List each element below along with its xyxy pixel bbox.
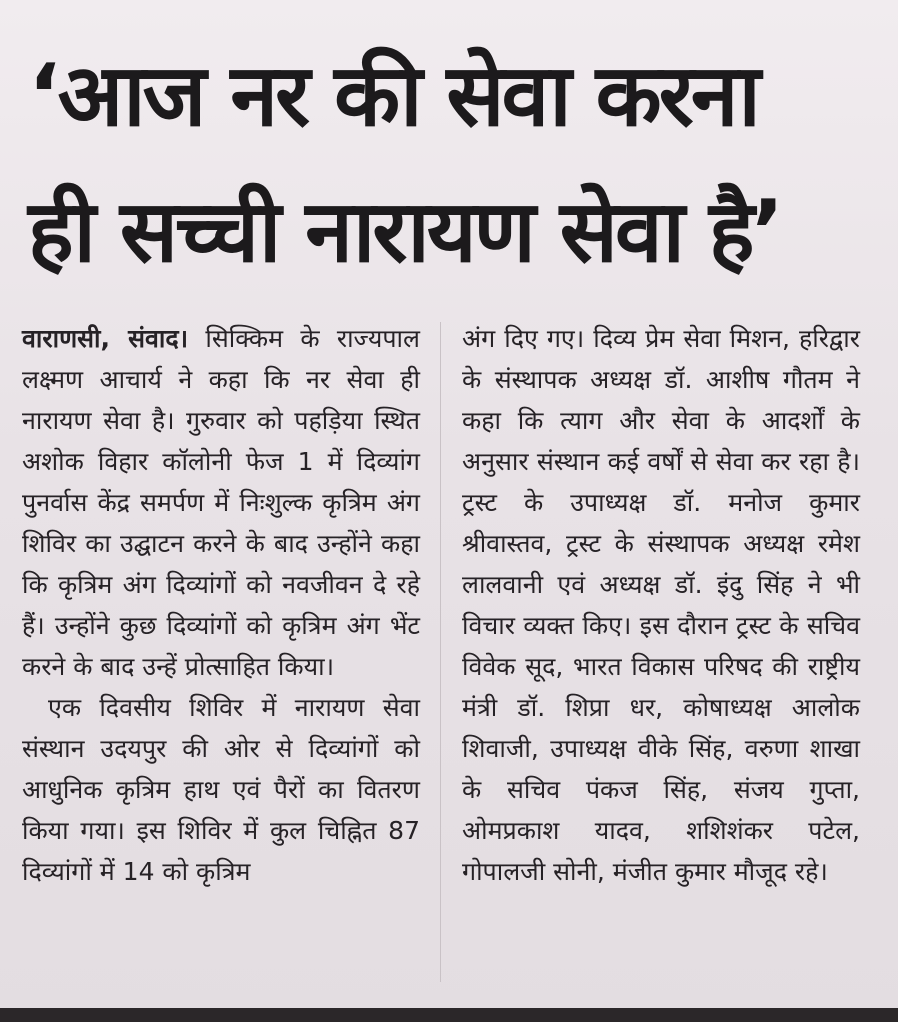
article-paragraph-3: अंग दिए गए। दिव्य प्रेम सेवा मिशन, हरिद्वार के संस्थापक अध्यक्ष डॉ. आशीष गौतम ने कहा कि त्याग और सेवा के आदर्शों के अनुसार संस्थान कई वर्षों से सेवा कर रहा है। ट्रस्ट के उपाध्यक्ष डॉ. मनोज कुमार श्रीवास्तव, ट्रस्ट के संस्थापक अध्यक्ष रमेश लालवानी एवं अध्यक्ष डॉ. इंदु सिंह ने भी विचार व्यक्त किए। इस दौरान ट्रस्ट के सचिव विवेक सूद, भारत विकास परिषद की राष्ट्रीय मंत्री डॉ. शिप्रा धर, कोषाध्यक्ष आलोक शिवाजी, उपाध्यक्ष वीके सिंह, वरुणा शाखा के सचिव पंकज सिंह, संजय गुप्ता, ओमप्रकाश यादव, शशिशंकर पटेल, गोपालजी सोनी, मंजीत कुमार मौजूद रहे। — [462, 324, 860, 886]
article-column-left — [22, 318, 420, 892]
article-paragraph-1-text: सिक्किम के राज्यपाल लक्ष्मण आचार्य ने कहा कि नर सेवा ही नारायण सेवा है। गुरुवार को पहड़िया स्थित अशोक विहार कॉलोनी फेज 1 में दिव्यांग पुनर्वास केंद्र समर्पण में निःशुल्क कृत्रिम अंग शिविर का उद्घाटन करने के बाद उन्होंने कहा कि कृत्रिम अंग दिव्यांगों को नवजीवन दे रहे हैं। उन्होंने कुछ दिव्यांगों को कृत्रिम अंग भेंट करने के बाद उन्हें प्रोत्साहित किया। — [22, 324, 420, 681]
headline — [28, 28, 878, 300]
article-paragraph-2: एक दिवसीय शिविर में नारायण सेवा संस्थान उदयपुर की ओर से दिव्यांगों को आधुनिक कृत्रिम हाथ एवं पैरों का वितरण किया गया। इस शिविर में कुल चिह्नित 87 दिव्यांगों में 14 को कृत्रिम — [22, 693, 420, 886]
column-divider — [440, 322, 441, 982]
headline-line-1: ‘आज नर की सेवा करना — [28, 46, 758, 146]
article-paragraph-1 — [22, 318, 420, 687]
article-column-right — [462, 318, 860, 892]
headline-line-2: ही सच्ची नारायण सेवा है’ — [28, 182, 782, 282]
page-bottom-edge — [0, 1008, 898, 1022]
dateline: वाराणसी, संवाद। — [22, 324, 189, 353]
